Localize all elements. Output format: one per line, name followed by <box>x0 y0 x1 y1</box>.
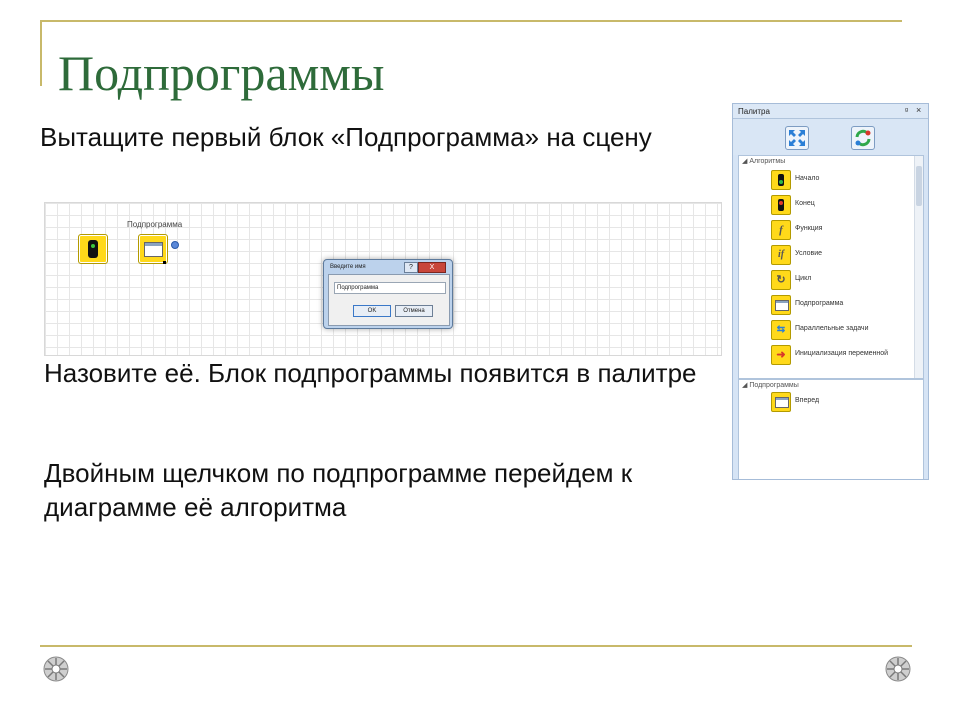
collapse-icon: ◢ <box>742 158 750 165</box>
name-dialog <box>323 259 453 329</box>
close-icon[interactable]: × <box>916 105 922 115</box>
traffic-light-icon <box>88 240 98 258</box>
palette-item-label: Начало <box>795 175 820 182</box>
palette-header <box>733 104 928 119</box>
subprogram-block[interactable] <box>138 234 168 264</box>
end-icon <box>771 195 791 215</box>
palette-item-condition[interactable] <box>771 245 923 265</box>
loop-icon: ↻ <box>771 270 791 290</box>
ok-button[interactable]: OK <box>353 305 391 317</box>
ornament-icon <box>884 655 912 683</box>
palette-item-label: Функция <box>795 225 823 232</box>
ornament-icon <box>42 655 70 683</box>
dialog-title: Введите имя <box>330 264 366 270</box>
palette-item-end[interactable] <box>771 195 923 215</box>
palette-item-function[interactable] <box>771 220 923 240</box>
palette-algorithms-list <box>738 155 924 379</box>
name-input[interactable]: Подпрограмма <box>334 282 446 294</box>
palette-item-label: Подпрограмма <box>795 300 844 307</box>
palette-panel <box>732 103 929 480</box>
move-arrows-icon <box>786 127 808 149</box>
condition-icon: if <box>771 245 791 265</box>
palette-item-label: Цикл <box>795 275 812 282</box>
dialog-close-button[interactable]: X <box>418 262 446 273</box>
top-rule <box>40 20 902 22</box>
left-rule <box>40 20 42 86</box>
cancel-button[interactable]: Отмена <box>395 305 433 317</box>
function-icon: f <box>771 220 791 240</box>
palette-item-loop[interactable] <box>771 270 923 290</box>
window-icon <box>144 242 163 257</box>
palette-title: Палитра <box>738 107 770 116</box>
palette-item-forward[interactable] <box>771 392 923 412</box>
init-variable-icon: ➜ <box>771 345 791 365</box>
subprogram-block-label: Подпрограмма <box>127 220 183 229</box>
palette-item-parallel[interactable] <box>771 320 923 340</box>
subprograms-group-header[interactable] <box>742 381 799 389</box>
algorithms-group-label: Алгоритмы <box>749 158 786 165</box>
resize-handle[interactable] <box>163 261 166 264</box>
palette-item-label: Инициализация переменной <box>795 350 889 357</box>
start-icon <box>771 170 791 190</box>
palette-item-subprogram[interactable] <box>771 295 923 315</box>
help-button[interactable]: ? <box>404 262 418 273</box>
dialog-body <box>328 274 450 326</box>
refresh-tool-button[interactable] <box>851 126 875 150</box>
step-3-text: Двойным щелчком по подпрограмме перейдем к диаграмме её алгоритма <box>44 458 633 522</box>
pin-icon[interactable]: ᵍ <box>905 106 909 115</box>
refresh-icon <box>852 127 874 149</box>
collapse-icon: ◢ <box>742 382 750 389</box>
parallel-icon: ⇆ <box>771 320 791 340</box>
scene-canvas[interactable] <box>44 202 722 356</box>
step-2-text: Назовите её. Блок подпрограммы появится в палитре <box>44 358 697 388</box>
palette-item-label: Вперед <box>795 397 820 404</box>
connector-dot[interactable] <box>171 241 179 249</box>
palette-item-start[interactable] <box>771 170 923 190</box>
move-tool-button[interactable] <box>785 126 809 150</box>
palette-toolbar <box>733 119 928 155</box>
palette-item-init-variable[interactable] <box>771 345 923 365</box>
palette-subprograms-list <box>738 379 924 480</box>
step-1-text: Вытащите первый блок «Подпрограмма» на сцену <box>40 122 652 152</box>
subprogram-icon <box>771 392 791 412</box>
algorithms-group-header[interactable] <box>742 157 785 165</box>
palette-item-label: Конец <box>795 200 815 207</box>
bottom-rule <box>40 645 912 647</box>
subprograms-group-label: Подпрограммы <box>749 382 799 389</box>
palette-item-label: Условие <box>795 250 823 257</box>
palette-item-label: Параллельные задачи <box>795 325 869 332</box>
subprogram-icon <box>771 295 791 315</box>
slide-title: Подпрограммы <box>58 45 385 101</box>
start-block[interactable] <box>78 234 108 264</box>
